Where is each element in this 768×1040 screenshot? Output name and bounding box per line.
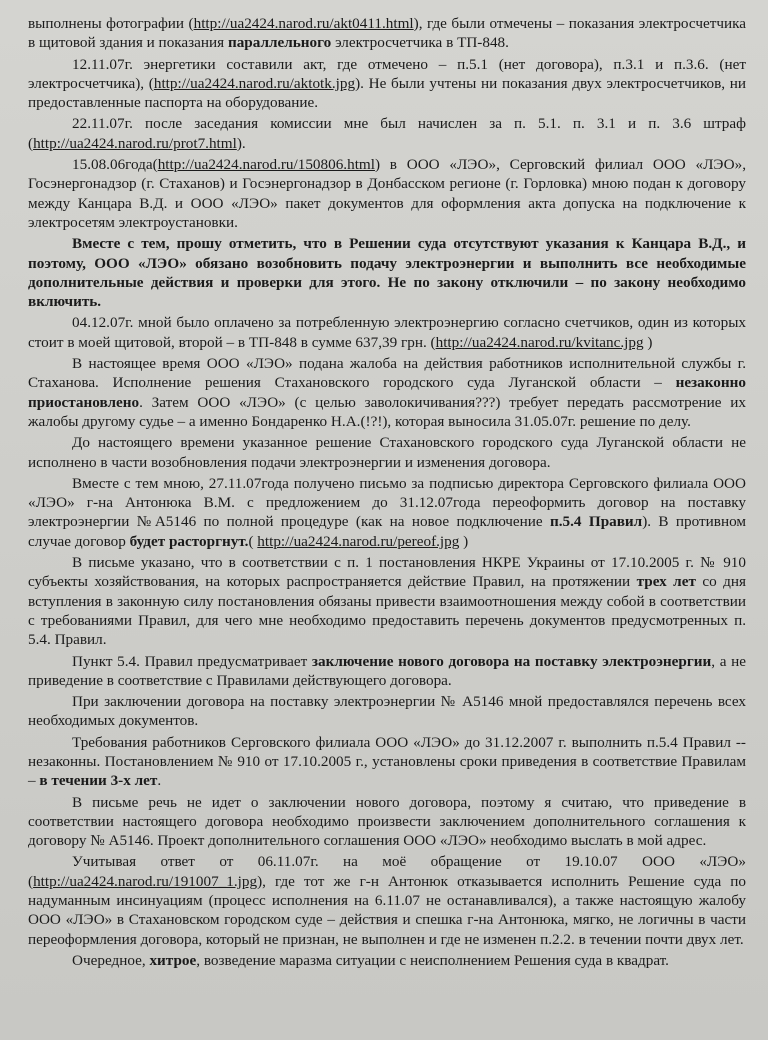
text-span: будет расторгнут. (129, 532, 249, 550)
text-span: ( (248, 532, 258, 550)
text-span: ), где были отмечены – показания электросчетчика в щитовой здания и показания (28, 15, 746, 52)
text-span: п.5.4 Правил (549, 513, 643, 531)
text-span: хитрое (149, 951, 197, 969)
paragraph-3 (28, 114, 746, 153)
paragraph-5 (28, 234, 746, 311)
url-link-text[interactable]: http://ua2424.narod.ru/kvitanc.jpg (435, 333, 644, 351)
paragraph-9 (28, 474, 746, 551)
text-span: ) в ООО «ЛЭО», Серговский филиал ООО «ЛЭО», Госэнергонадзор (г. Стаханов) и Госэнергонадзор в Донбасском регионе (г. Горловка) мною подан к договору между Канцара В.Д. и ООО «ЛЭО» пакет документов для оформления акта допуска на подключение к электросетям электроустановки. (28, 156, 746, 231)
paragraph-12 (28, 692, 746, 731)
paragraph-7 (28, 354, 746, 431)
paragraph-11 (28, 652, 746, 691)
paragraph-6 (28, 313, 746, 352)
text-span: В настоящее время ООО «ЛЭО» подана жалоба на действия работников исполнительной службы г. Стаханова. Исполнение решения Стахановского городского суда Луганской области – (28, 355, 746, 392)
url-link-text[interactable]: http://ua2424.narod.ru/150806.html (157, 156, 375, 174)
text-span: выполнены фотографии ( (28, 15, 194, 32)
paragraph-16 (28, 951, 746, 970)
text-span: В письме указано, что в соответствии с п. 1 постановления НКРЕ Украины от 17.10.2005 г. № 910 субъекты хозяйствования, на которых распространяется действие Правил, на протяжении (28, 554, 746, 591)
text-span: Учитывая ответ от 06.11.07г. на моё обращение от 19.10.07 ООО «ЛЭО» ( (28, 853, 746, 890)
text-span: ) (643, 333, 653, 351)
text-span: 12.11.07г. энергетики составили акт, где отмечено – п.5.1 (нет договора), п.3.1 и п.3.6. (нет электросчетчика), ( (28, 55, 746, 92)
paragraph-10 (28, 553, 746, 649)
paragraph-1 (28, 14, 746, 53)
text-span: трех лет (636, 573, 696, 591)
url-link-text[interactable]: http://ua2424.narod.ru/prot7.html (33, 134, 237, 152)
text-span: ). В противном случае договор (28, 513, 747, 550)
text-span: Очередное, (72, 951, 150, 969)
text-span: , а не приведение в соответствие с Правилами действующего договора. (28, 652, 746, 689)
text-span: 22.11.07г. после заседания комиссии мне был начислен за п. 5.1. п. 3.1 и п. 3.6 штраф ( (28, 115, 746, 152)
text-span: ). Не были учтены ни показания двух электросчетчиков, ни предоставленные паспорта на оборудование. (28, 74, 746, 112)
text-span: 15.08.06года( (72, 156, 158, 174)
text-span: . Затем ООО «ЛЭО» (с целью заволокичивания???) требует передать рассмотрение их жалобы другому судье – а именно Бондаренко Н.А.(!?!), которая выносила 31.05.07г. решение по делу. (28, 393, 746, 430)
text-span: заключение нового договора на поставку электроэнергии (311, 652, 712, 670)
paragraph-8 (28, 433, 746, 472)
text-span: незаконно приостановлено (28, 374, 746, 411)
url-link-text[interactable]: http://ua2424.narod.ru/191007_1.jpg (33, 872, 258, 890)
paragraph-4 (28, 155, 746, 232)
text-span: параллельного (227, 34, 332, 52)
text-span: ). (236, 134, 246, 152)
text-span: Требования работников Серговского филиала ООО «ЛЭО» до 31.12.2007 г. выполнить п.5.4 Правил -- незаконны. Постановлением № 910 от 17.10.2005 г., установлены сроки приведения в соответствие Правилам – (28, 733, 746, 790)
text-span: ) (459, 532, 469, 550)
text-span: со дня вступления в законную силу постановления обязаны привести взаимоотношения между собой в соответствии с требованиями Правил, для чего мне необходимо предоставить перечень документов предусмотренных п. 5.4. Правил. (28, 573, 746, 649)
text-span: Вместе с тем мною, 27.11.07года получено письмо за подписью директора Серговского филиала ООО «ЛЭО» г-на Антонюка В.М. с предложением до 31.12.07года переоформить договор на поставку электроэнергии №А5146 по полной процедуре (как на новое подключение (28, 474, 746, 531)
text-span: электросчетчика в ТП-848. (331, 34, 509, 52)
text-span: При заключении договора на поставку электроэнергии № А5146 мной предоставлялся перечень всех необходимых документов. (28, 693, 746, 730)
text-span: в течении 3-х лет (39, 772, 158, 790)
text-span: , возведение маразма ситуации с неисполнением Решения суда в квадрат. (196, 951, 669, 969)
url-link-text[interactable]: http://ua2424.narod.ru/pereof.jpg (257, 532, 460, 550)
text-span: До настоящего времени указанное решение Стахановского городского суда Луганской области не исполнено в части возобновления подачи электроэнергии и изменения договора. (28, 434, 746, 471)
text-span: ), где тот же г-н Антонюк отказывается исполнить Решение суда по надуманным инсинуациям (процесс исполнения на 6.11.07 не останавливался), а также настоящую жалобу ООО «ЛЭО» в Стахановском городском суде – действия и спешка г-на Антонюка, мягко, не логичны в части переоформления договора, который не признан, не выполнен и где не изменен п.2.2. в течении почти двух лет. (28, 872, 746, 948)
text-span: Пункт 5.4. Правил предусматривает (72, 652, 312, 670)
text-span: . (157, 772, 162, 790)
text-span: 04.12.07г. мной было оплачено за потребленную электроэнергию согласно счетчиков, один из которых стоит в моей щитовой, второй – в ТП-848 в сумме 637,39 грн. ( (28, 314, 746, 351)
url-link-text[interactable]: http://ua2424.narod.ru/aktotk.jpg (153, 74, 356, 92)
url-link-text[interactable]: http://ua2424.narod.ru/akt0411.html (193, 15, 414, 32)
paragraph-13 (28, 733, 746, 791)
paragraph-14 (28, 793, 746, 851)
text-span: Вместе с тем, прошу отметить, что в Решении суда отсутствуют указания к Канцара В.Д., и поэтому, ООО «ЛЭО» обязано возобновить подачу электроэнергии и выполнить все необходимые дополнительные действия и проверки для этого. Не по закону отключили – по закону необходимо включить. (28, 235, 746, 311)
text-span: В письме речь не идет о заключении нового договора, поэтому я считаю, что приведение в соответствии настоящего договора необходимо произвести заключением дополнительного соглашения к договору № А5146. Проект дополнительного соглашения ООО «ЛЭО» необходимо выслать в мой адрес. (28, 793, 746, 850)
paragraph-2 (28, 55, 746, 113)
paragraph-15 (28, 852, 746, 948)
